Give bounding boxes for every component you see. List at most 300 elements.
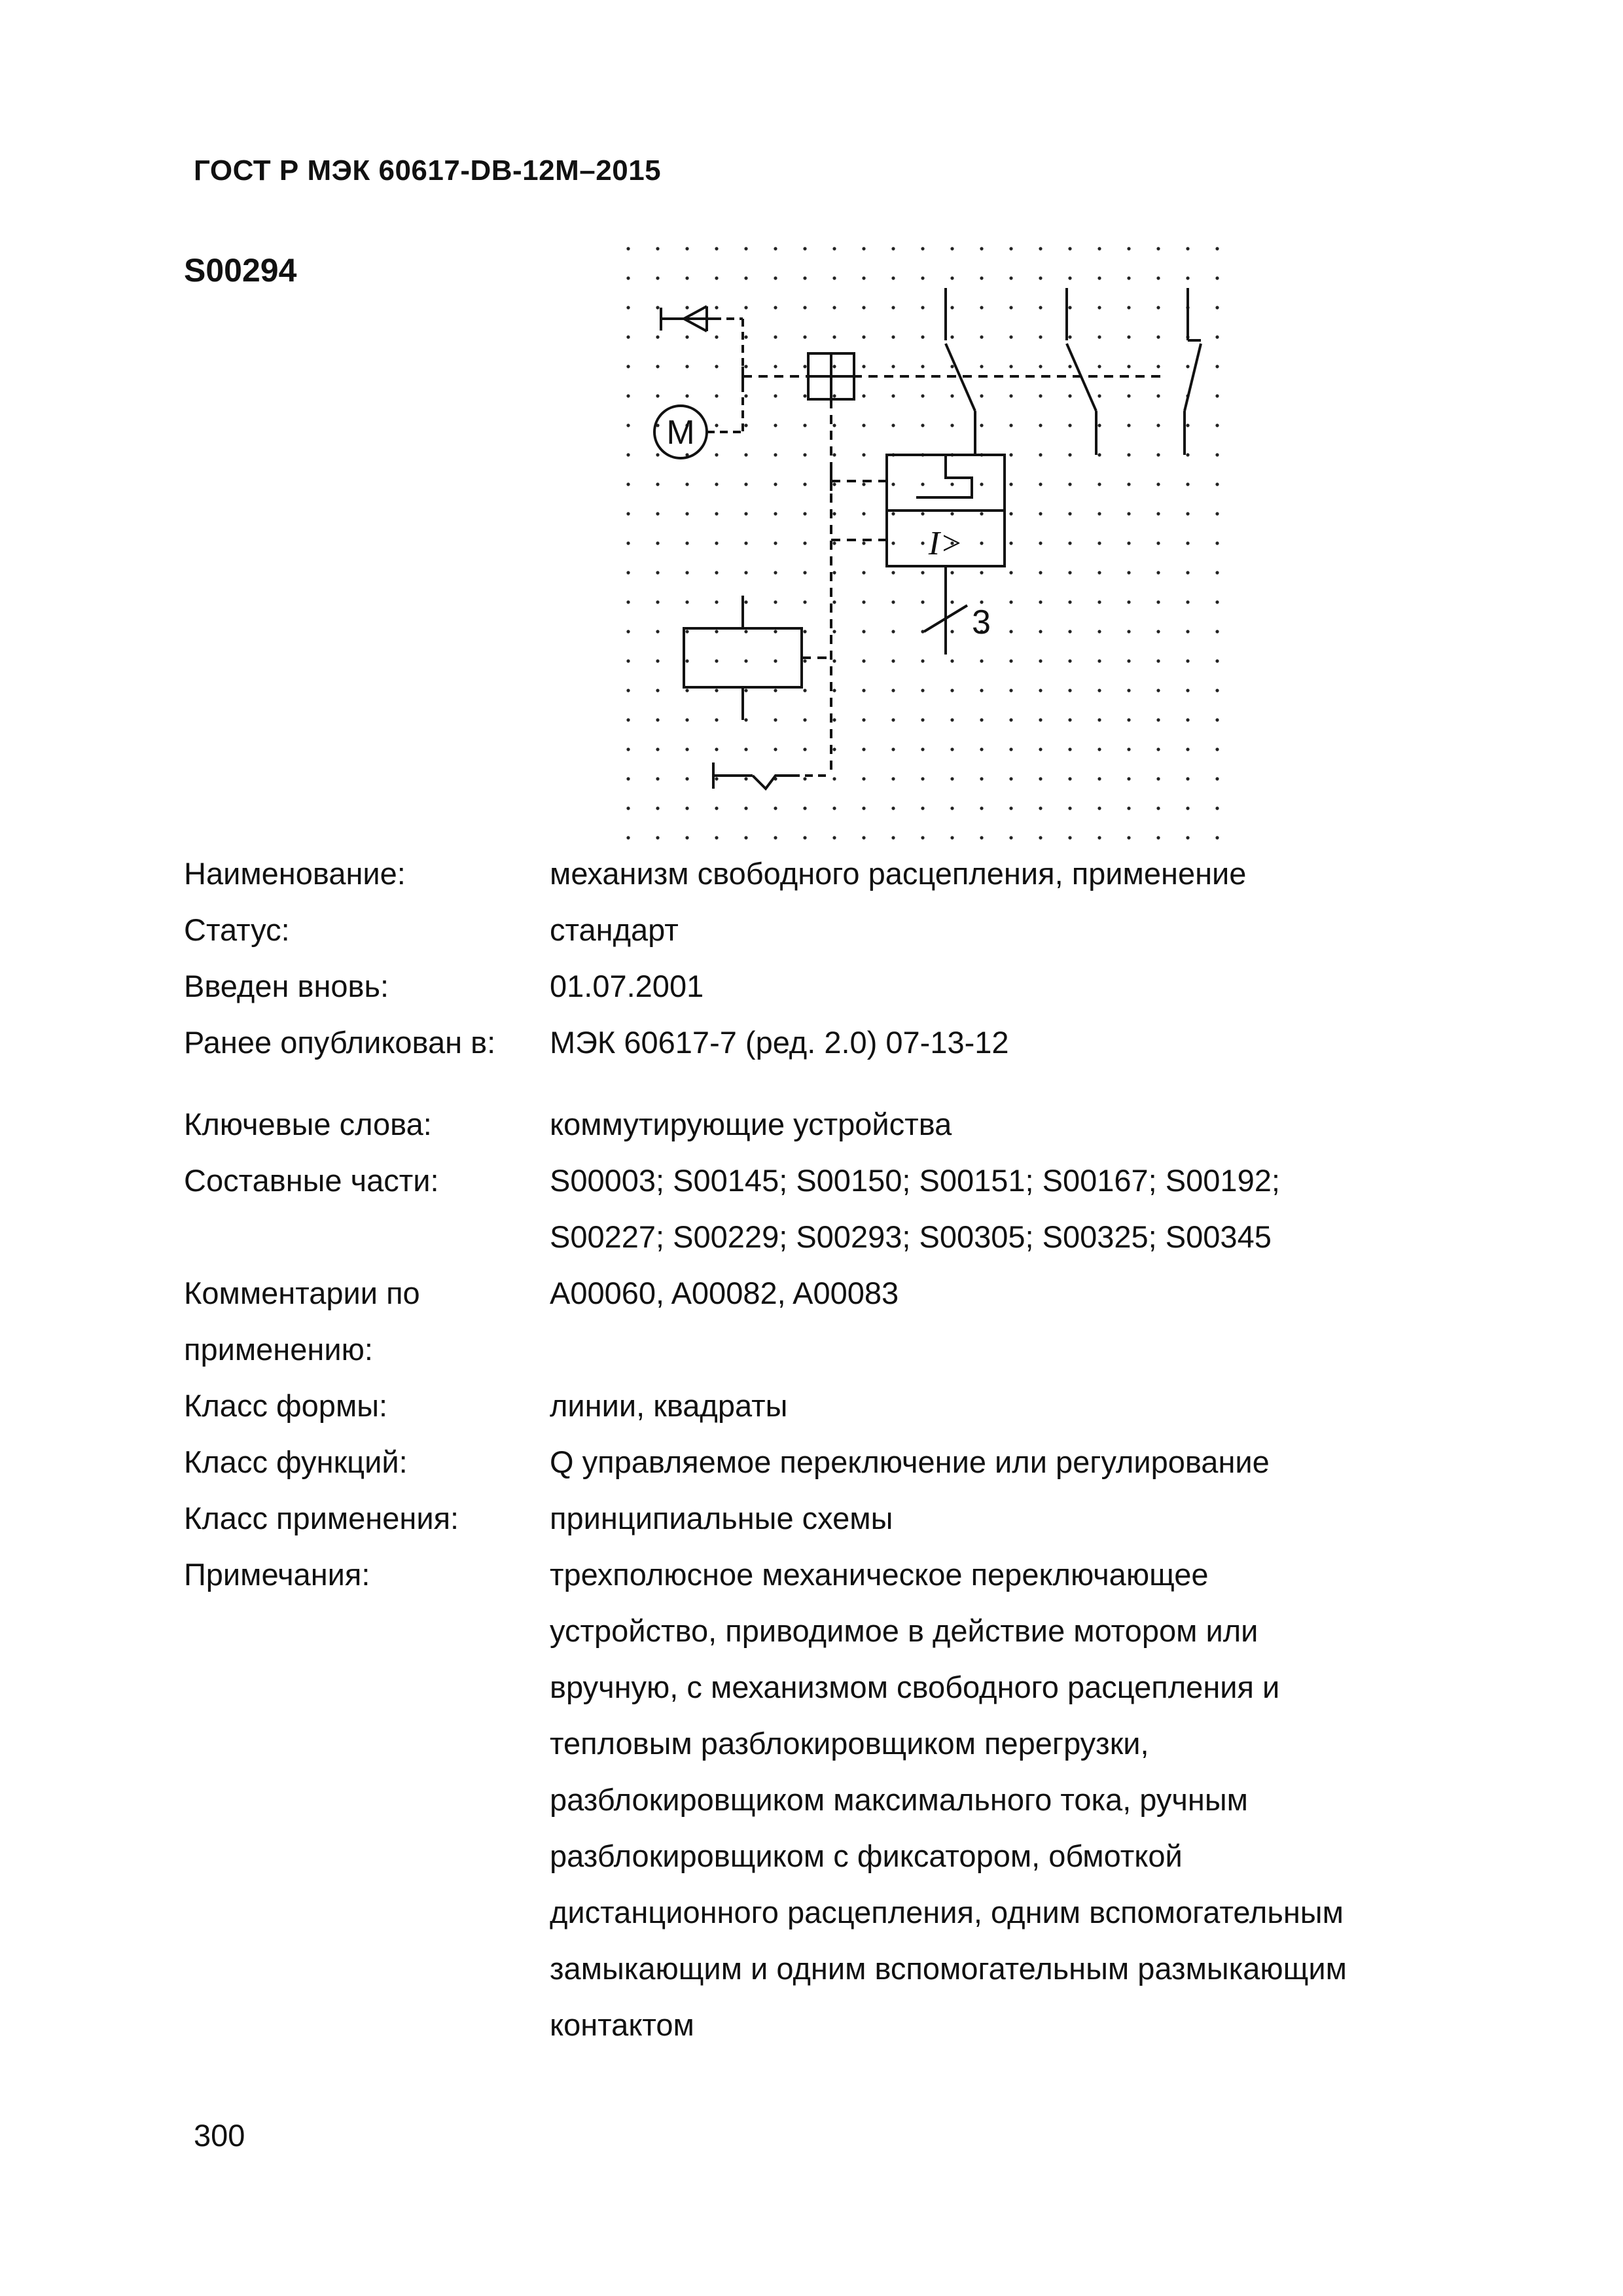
grid-dot — [744, 747, 747, 751]
grid-dot — [1068, 777, 1071, 780]
grid-dot — [715, 306, 718, 309]
grid-dot — [774, 306, 777, 309]
grid-dot — [980, 276, 983, 279]
grid-dot — [891, 630, 895, 633]
grid-dot — [744, 423, 747, 427]
grid-dot — [774, 600, 777, 603]
grid-dot — [685, 777, 688, 780]
grid-dot — [1097, 423, 1101, 427]
symbol-code: S00294 — [184, 252, 297, 289]
grid-dot — [832, 659, 836, 662]
grid-dot — [626, 512, 630, 515]
comments-label-line2: применению: — [184, 1332, 373, 1367]
grid-dot — [1215, 806, 1219, 810]
grid-dot — [1068, 423, 1071, 427]
grid-dot — [1186, 689, 1189, 692]
grid-dot — [1097, 806, 1101, 810]
grid-dot — [715, 541, 718, 545]
grid-dot — [715, 718, 718, 721]
grid-dot — [774, 659, 777, 662]
grid-dot — [891, 747, 895, 751]
grid-dot — [1156, 747, 1160, 751]
parts-value-line2: S00227; S00229; S00293; S00305; S00325; S00345 — [550, 1219, 1272, 1254]
grid-dot — [685, 689, 688, 692]
grid-dot — [1156, 806, 1160, 810]
comments-value: A00060, A00082, A00083 — [550, 1276, 899, 1310]
grid-dots — [626, 247, 1219, 839]
grid-dot — [744, 541, 747, 545]
remote-trip-coil-symbol — [684, 596, 831, 720]
notes-line: разблокировщиком максимального тока, ручным — [550, 1782, 1248, 1817]
grid-dot — [715, 600, 718, 603]
grid-dot — [832, 423, 836, 427]
grid-dot — [1186, 836, 1189, 839]
grid-dot — [1097, 836, 1101, 839]
grid-dot — [1127, 571, 1130, 574]
grid-dot — [1068, 365, 1071, 368]
switch-pole-2 — [1067, 288, 1096, 455]
grid-dot — [1156, 247, 1160, 250]
grid-dot — [1156, 630, 1160, 633]
grid-dot — [803, 394, 806, 397]
grid-dot — [1127, 659, 1130, 662]
grid-dot — [891, 276, 895, 279]
grid-dot — [1186, 453, 1189, 456]
grid-dot — [1009, 512, 1012, 515]
grid-dot — [1215, 718, 1219, 721]
grid-dot — [980, 806, 983, 810]
grid-dot — [921, 659, 924, 662]
grid-dot — [862, 718, 865, 721]
grid-dot — [803, 718, 806, 721]
grid-dot — [803, 247, 806, 250]
notes-line: разблокировщиком с фиксатором, обмоткой — [550, 1839, 1183, 1873]
grid-dot — [1097, 394, 1101, 397]
grid-dot — [626, 365, 630, 368]
grid-dot — [744, 482, 747, 486]
grid-dot — [656, 482, 659, 486]
grid-dot — [1215, 365, 1219, 368]
grid-dot — [921, 482, 924, 486]
grid-dot — [1215, 482, 1219, 486]
grid-dot — [774, 689, 777, 692]
grid-dot — [1039, 365, 1042, 368]
grid-dot — [862, 747, 865, 751]
grid-dot — [1215, 541, 1219, 545]
grid-dot — [921, 806, 924, 810]
grid-dot — [626, 423, 630, 427]
grid-dot — [774, 423, 777, 427]
grid-dot — [685, 806, 688, 810]
grid-dot — [1009, 453, 1012, 456]
grid-dot — [1097, 718, 1101, 721]
grid-dot — [1068, 394, 1071, 397]
grid-dot — [980, 541, 983, 545]
grid-dot — [921, 600, 924, 603]
grid-dot — [950, 836, 954, 839]
grid-dot — [980, 659, 983, 662]
grid-dot — [715, 482, 718, 486]
grid-dot — [1156, 600, 1160, 603]
grid-dot — [1156, 276, 1160, 279]
grid-dot — [1039, 423, 1042, 427]
grid-dot — [862, 306, 865, 309]
grid-dot — [980, 512, 983, 515]
grid-dot — [715, 630, 718, 633]
grid-dot — [685, 836, 688, 839]
grid-dot — [1215, 394, 1219, 397]
grid-dot — [803, 630, 806, 633]
grid-dot — [832, 512, 836, 515]
grid-dot — [626, 600, 630, 603]
grid-dot — [774, 247, 777, 250]
grid-dot — [891, 306, 895, 309]
grid-dot — [891, 365, 895, 368]
grid-dot — [803, 306, 806, 309]
grid-dot — [832, 600, 836, 603]
grid-dot — [656, 276, 659, 279]
grid-dot — [1009, 718, 1012, 721]
grid-dot — [862, 630, 865, 633]
grid-dot — [1215, 571, 1219, 574]
grid-dot — [891, 836, 895, 839]
grid-dot — [1156, 689, 1160, 692]
grid-dot — [1127, 423, 1130, 427]
grid-dot — [1068, 453, 1071, 456]
shape-class-value: линии, квадраты — [550, 1388, 788, 1423]
grid-dot — [980, 335, 983, 338]
grid-dot — [1097, 365, 1101, 368]
grid-dot — [1186, 247, 1189, 250]
grid-dot — [1127, 836, 1130, 839]
grid-dot — [950, 247, 954, 250]
grid-dot — [1127, 689, 1130, 692]
grid-dot — [921, 777, 924, 780]
grid-dot — [1127, 777, 1130, 780]
grid-dot — [774, 806, 777, 810]
grid-dot — [832, 630, 836, 633]
grid-dot — [832, 718, 836, 721]
grid-dot — [862, 777, 865, 780]
grid-dot — [1039, 777, 1042, 780]
grid-dot — [1156, 453, 1160, 456]
notes-line: контактом — [550, 2007, 694, 2042]
grid-dot — [950, 365, 954, 368]
grid-dot — [1127, 512, 1130, 515]
grid-dot — [1156, 394, 1160, 397]
grid-dot — [715, 836, 718, 839]
grid-dot — [656, 394, 659, 397]
grid-dot — [774, 276, 777, 279]
grid-dot — [744, 571, 747, 574]
document-header: ГОСТ Р МЭК 60617-DB-12M–2015 — [194, 154, 662, 187]
grid-dot — [891, 512, 895, 515]
grid-dot — [1186, 571, 1189, 574]
grid-dot — [1039, 482, 1042, 486]
grid-dot — [685, 306, 688, 309]
grid-dot — [832, 836, 836, 839]
grid-dot — [921, 541, 924, 545]
grid-dot — [950, 482, 954, 486]
grid-dot — [1009, 806, 1012, 810]
grid-dot — [891, 689, 895, 692]
name-label: Наименование: — [184, 856, 406, 891]
grid-dot — [656, 453, 659, 456]
grid-dot — [715, 512, 718, 515]
grid-dot — [1039, 747, 1042, 751]
circuit-breaker-diagram — [602, 236, 1257, 851]
grid-dot — [685, 512, 688, 515]
grid-dot — [1039, 306, 1042, 309]
grid-dot — [626, 777, 630, 780]
switch-pole-1 — [946, 288, 975, 455]
grid-dot — [744, 394, 747, 397]
grid-dot — [1039, 836, 1042, 839]
grid-dot — [715, 453, 718, 456]
grid-dot — [950, 718, 954, 721]
grid-dot — [656, 747, 659, 751]
pole-count-label: 3 — [972, 603, 991, 641]
grid-dot — [980, 777, 983, 780]
grid-dot — [950, 747, 954, 751]
grid-dot — [774, 365, 777, 368]
introduced-value: 01.07.2001 — [550, 969, 704, 1003]
grid-dot — [1009, 630, 1012, 633]
grid-dot — [862, 836, 865, 839]
grid-dot — [1009, 276, 1012, 279]
grid-dot — [715, 806, 718, 810]
grid-dot — [685, 600, 688, 603]
notes-line: вручную, с механизмом свободного расцепления и — [550, 1670, 1280, 1704]
grid-dot — [1068, 541, 1071, 545]
grid-dot — [980, 836, 983, 839]
grid-dot — [1127, 453, 1130, 456]
grid-dot — [1039, 689, 1042, 692]
grid-dot — [1215, 689, 1219, 692]
grid-dot — [1097, 777, 1101, 780]
parts-value-line1: S00003; S00145; S00150; S00151; S00167; S00192; — [550, 1163, 1280, 1198]
grid-dot — [803, 512, 806, 515]
grid-dot — [1068, 335, 1071, 338]
grid-dot — [1186, 600, 1189, 603]
grid-dot — [980, 423, 983, 427]
grid-dot — [1156, 423, 1160, 427]
grid-dot — [774, 836, 777, 839]
grid-dot — [1127, 247, 1130, 250]
grid-dot — [832, 747, 836, 751]
grid-dot — [1097, 747, 1101, 751]
grid-dot — [803, 453, 806, 456]
grid-dot — [774, 541, 777, 545]
keywords-label: Ключевые слова: — [184, 1107, 432, 1141]
name-value: механизм свободного расцепления, применение — [550, 856, 1247, 891]
grid-dot — [862, 571, 865, 574]
grid-dot — [715, 335, 718, 338]
notes-line: замыкающим и одним вспомогательным размыкающим — [550, 1951, 1347, 1986]
function-class-value: Q управляемое переключение или регулирование — [550, 1444, 1270, 1479]
grid-dot — [1009, 423, 1012, 427]
grid-dot — [656, 306, 659, 309]
grid-dot — [656, 541, 659, 545]
grid-dot — [891, 600, 895, 603]
grid-dot — [1186, 777, 1189, 780]
grid-dot — [803, 747, 806, 751]
grid-dot — [1156, 718, 1160, 721]
grid-dot — [1039, 600, 1042, 603]
grid-dot — [774, 394, 777, 397]
grid-dot — [715, 689, 718, 692]
grid-dot — [774, 571, 777, 574]
grid-dot — [1039, 541, 1042, 545]
grid-dot — [656, 335, 659, 338]
grid-dot — [1068, 718, 1071, 721]
grid-dot — [715, 247, 718, 250]
grid-dot — [803, 482, 806, 486]
grid-dot — [891, 541, 895, 545]
grid-dot — [980, 482, 983, 486]
grid-dot — [862, 423, 865, 427]
grid-dot — [1009, 482, 1012, 486]
grid-dot — [1068, 689, 1071, 692]
grid-dot — [950, 335, 954, 338]
grid-dot — [1068, 836, 1071, 839]
keywords-value: коммутирующие устройства — [550, 1107, 952, 1141]
grid-dot — [1215, 836, 1219, 839]
grid-dot — [744, 806, 747, 810]
grid-dot — [744, 777, 747, 780]
grid-dot — [774, 453, 777, 456]
grid-dot — [950, 630, 954, 633]
grid-dot — [1186, 365, 1189, 368]
overcurrent-label: I> — [928, 525, 963, 562]
grid-dot — [891, 571, 895, 574]
grid-dot — [891, 247, 895, 250]
grid-dot — [1039, 659, 1042, 662]
grid-dot — [685, 394, 688, 397]
grid-dot — [862, 600, 865, 603]
grid-dot — [1097, 512, 1101, 515]
status-label: Статус: — [184, 912, 290, 947]
grid-dot — [744, 659, 747, 662]
grid-dot — [1009, 659, 1012, 662]
grid-dot — [891, 335, 895, 338]
grid-dot — [1097, 306, 1101, 309]
page-number: 300 — [194, 2118, 245, 2153]
grid-dot — [656, 777, 659, 780]
grid-dot — [950, 276, 954, 279]
grid-dot — [921, 365, 924, 368]
grid-dot — [862, 512, 865, 515]
grid-dot — [921, 306, 924, 309]
grid-dot — [862, 806, 865, 810]
grid-dot — [1097, 482, 1101, 486]
grid-dot — [744, 600, 747, 603]
grid-dot — [832, 335, 836, 338]
grid-dot — [1068, 630, 1071, 633]
grid-dot — [921, 836, 924, 839]
grid-dot — [862, 276, 865, 279]
grid-dot — [715, 747, 718, 751]
grid-dot — [1186, 630, 1189, 633]
grid-dot — [1097, 276, 1101, 279]
grid-dot — [1068, 247, 1071, 250]
grid-dot — [1215, 659, 1219, 662]
grid-dot — [626, 482, 630, 486]
grid-dot — [1186, 718, 1189, 721]
grid-dot — [1039, 512, 1042, 515]
grid-dot — [1127, 365, 1130, 368]
grid-dot — [921, 276, 924, 279]
grid-dot — [921, 571, 924, 574]
grid-dot — [656, 512, 659, 515]
grid-dot — [1215, 276, 1219, 279]
grid-dot — [656, 630, 659, 633]
grid-dot — [1039, 718, 1042, 721]
grid-dot — [1186, 482, 1189, 486]
grid-dot — [891, 482, 895, 486]
grid-dot — [1068, 482, 1071, 486]
release-block — [831, 455, 1005, 566]
grid-dot — [1156, 335, 1160, 338]
grid-dot — [832, 806, 836, 810]
grid-dot — [774, 718, 777, 721]
grid-dot — [1039, 394, 1042, 397]
grid-dot — [1039, 571, 1042, 574]
grid-dot — [1097, 453, 1101, 456]
grid-dot — [1039, 247, 1042, 250]
grid-dot — [950, 571, 954, 574]
published-value: МЭК 60617-7 (ред. 2.0) 07-13-12 — [550, 1025, 1009, 1060]
grid-dot — [803, 777, 806, 780]
grid-dot — [862, 482, 865, 486]
grid-dot — [1009, 247, 1012, 250]
grid-dot — [1127, 482, 1130, 486]
grid-dot — [950, 306, 954, 309]
grid-dot — [921, 718, 924, 721]
grid-dot — [744, 306, 747, 309]
grid-dot — [744, 453, 747, 456]
grid-dot — [1156, 512, 1160, 515]
grid-dot — [744, 247, 747, 250]
grid-dot — [1215, 453, 1219, 456]
grid-dot — [1215, 777, 1219, 780]
grid-dot — [1156, 571, 1160, 574]
grid-dot — [891, 394, 895, 397]
grid-dot — [656, 718, 659, 721]
grid-dot — [656, 365, 659, 368]
grid-dot — [980, 365, 983, 368]
grid-dot — [1039, 453, 1042, 456]
grid-dot — [832, 276, 836, 279]
grid-dot — [1097, 541, 1101, 545]
grid-dot — [921, 423, 924, 427]
grid-dot — [626, 630, 630, 633]
grid-dot — [832, 247, 836, 250]
grid-dot — [774, 335, 777, 338]
grid-dot — [832, 482, 836, 486]
grid-dot — [744, 836, 747, 839]
grid-dot — [1068, 306, 1071, 309]
grid-dot — [685, 335, 688, 338]
grid-dot — [1215, 600, 1219, 603]
grid-dot — [862, 335, 865, 338]
grid-dot — [1186, 276, 1189, 279]
grid-dot — [656, 806, 659, 810]
grid-dot — [921, 335, 924, 338]
grid-dot — [832, 365, 836, 368]
grid-dot — [626, 571, 630, 574]
grid-dot — [891, 777, 895, 780]
